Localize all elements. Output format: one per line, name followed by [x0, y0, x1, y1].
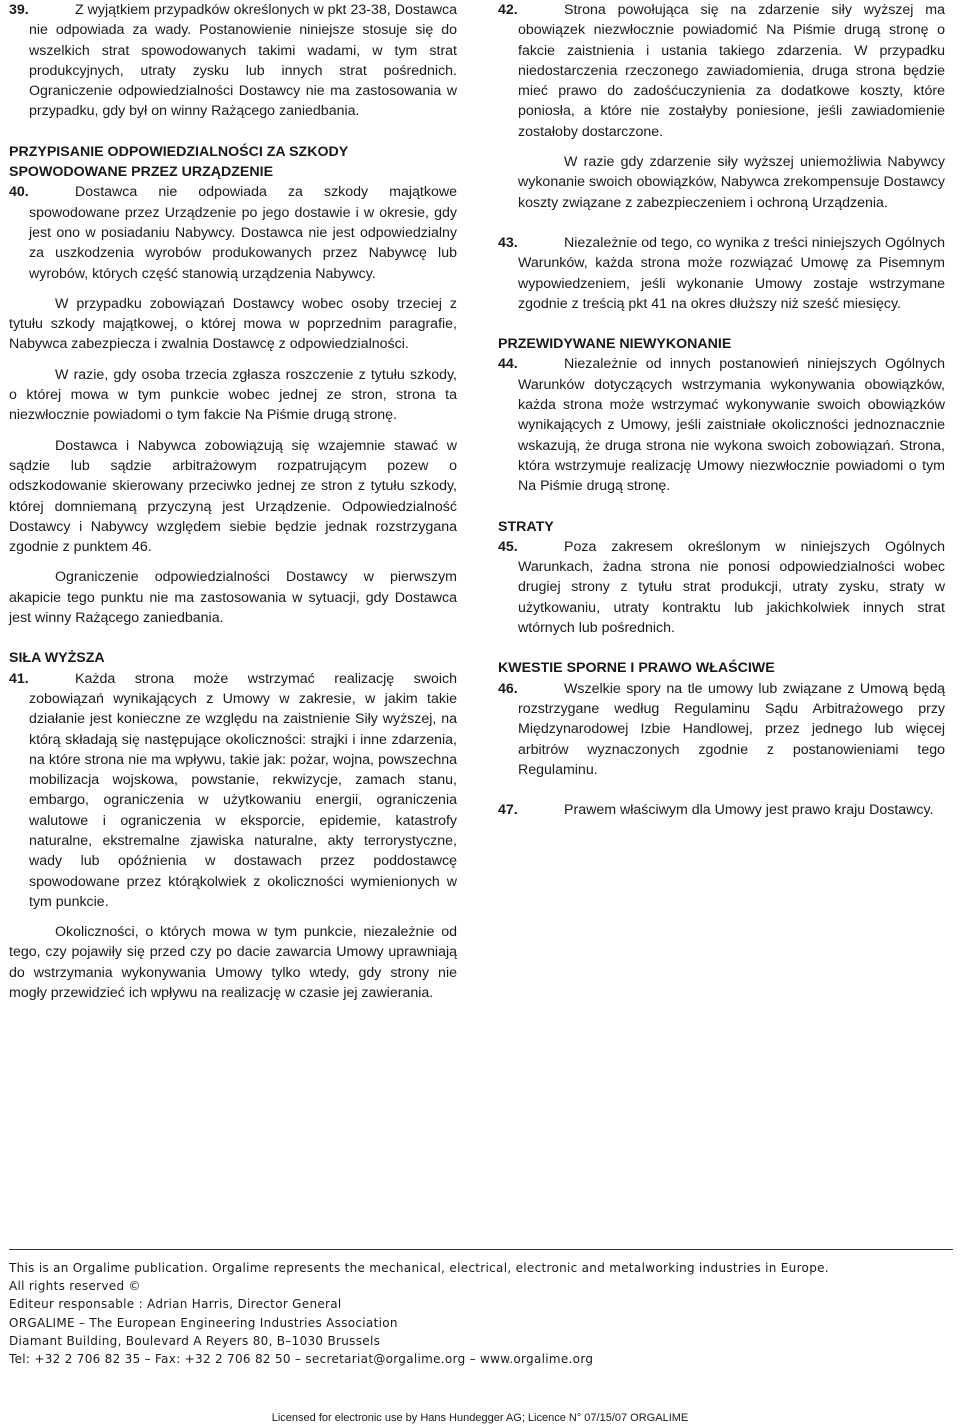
left-column — [9, 0, 457, 1003]
right-column — [498, 0, 945, 820]
clause-text: Dostawca nie odpowiada za szkody majątkowe spowodowane przez Urządzenie po jego dostawie i w okresie, gdy jest ono w posiadaniu Nabywcy. Dostawca nie jest odpowiedzialny za uszkodzenia wyrobów produkowanych przez Nabywcę lub wyrobów, których część stanowią urządzenia Nabywcy. — [29, 184, 457, 282]
section-heading-anticipated-non-performance: PRZEWIDYWANE NIEWYKONANIE — [498, 336, 732, 353]
footer-address-line: Diamant Building, Boulevard A Reyers 80, B–1030 Brussels — [9, 1333, 381, 1348]
clause-41 — [9, 669, 457, 913]
footer-contact-line: Tel: +32 2 706 82 35 – Fax: +32 2 706 82 50 – secretariat@orgalime.org – www.orgalime.org — [9, 1352, 594, 1367]
clause-number: 39. — [9, 2, 29, 18]
section-heading-disputes: KWESTIE SPORNE I PRAWO WŁAŚCIWE — [498, 660, 775, 677]
clause-text: Każda strona może wstrzymać realizację swoich zobowiązań wynikających z Umowy w zakresie, w jakim takie działanie jest konieczne ze względu na zaistnienie Siły wyższej, na którą składają się następujące okoliczności: strajki i inne zdarzenia, na które strona nie ma wpływu, takie jak: pożar, wojna, powszechna mobilizacja wojskowa, powstanie, rekwizycje, zamach stanu, embargo, ograniczenia w użytkowaniu energii, ograniczenia walutowe i ograniczenia w eksporcie, epidemie, katastrofy naturalne, ekstremalne zjawiska naturalne, akty terrorystyczne, wady lub opóźnienia w dostawach przez poddostawcę spowodowane przez którąkolwiek z okoliczności wymienionych w tym punkcie. — [29, 670, 457, 910]
paragraph: Ograniczenie odpowiedzialności Dostawcy w pierwszym akapicie tego punktu nie ma zastosowania w sytuacji, gdy Dostawca jest winny Rażącego zaniedbania. — [9, 569, 457, 627]
clause-42 — [498, 0, 945, 142]
section-heading-force-majeure: SIŁA WYŻSZA — [9, 650, 105, 667]
clause-39 — [9, 0, 457, 122]
footer-organisation-line: ORGALIME – The European Engineering Industries Association — [9, 1315, 398, 1330]
clause-44 — [498, 354, 945, 496]
clause-45 — [498, 537, 945, 638]
clause-number: 42. — [498, 2, 518, 18]
footer-rights-line: All rights reserved © — [9, 1279, 141, 1294]
clause-text: Wszelkie spory na tle umowy lub związane z Umową będą rozstrzygane według Regulaminu Sądu Arbitrażowego przy Międzynarodowej Izbie Handlowej, przez jednego lub więcej arbitrów wyznaczonych zgodnie z postanowieniami tego Regulaminu. — [518, 680, 945, 778]
clause-40 — [9, 182, 457, 283]
footer-editor-line: Editeur responsable : Adrian Harris, Director General — [9, 1297, 342, 1312]
clause-number: 47. — [498, 802, 518, 819]
clause-46 — [498, 679, 945, 780]
section-heading-property-damage: PRZYPISANIE ODPOWIEDZIALNOŚCI ZA SZKODY SPOWODOWANE PRZEZ URZĄDZENIE — [9, 143, 348, 181]
paragraph: W razie, gdy osoba trzecia zgłasza roszczenie z tytułu szkody, o której mowa w tym punkcie wobec jednej ze stron, strona ta niezwłocznie powiadomi o tym fakcie Na Piśmie drugą stronę. — [9, 366, 457, 424]
clause-number: 46. — [498, 680, 518, 697]
clause-number: 43. — [498, 234, 518, 251]
clause-number: 41. — [9, 670, 29, 687]
clause-number: 44. — [498, 356, 518, 373]
paragraph: Dostawca i Nabywca zobowiązują się wzajemnie stawać w sądzie lub sądzie arbitrażowym rozpatrującym pozew o odszkodowanie skierowany przeciwko jednej ze stron z tytułu szkody, której domniemaną przyczyną jest Urządzenie. Odpowiedzialność Dostawcy i Nabywcy względem siebie będzie jednak rozstrzygana zgodnie z punktem 46. — [9, 437, 457, 556]
clause-number: 40. — [9, 184, 29, 201]
section-heading-loss: STRATY — [498, 518, 554, 535]
paragraph: Okoliczności, o których mowa w tym punkcie, niezależnie od tego, czy pojawiły się przed czy po dacie zawarcia Umowy uprawniają do wstrzymania wykonywania Umowy tylko wtedy, gdy strony nie mogły przewidzieć ich wpływu na realizację w czasie jej zawierania. — [9, 924, 457, 1002]
footer — [9, 1259, 953, 1368]
clause-47 — [498, 800, 945, 820]
clause-text: Niezależnie od tego, co wynika z treści niniejszych Ogólnych Warunków, każda strona może rozwiązać Umowę za Pisemnym wypowiedzeniem, jeśli wykonanie Umowy zostaje wstrzymane zgodnie z treścią pkt 41 na okres dłuższy niż sześć miesięcy. — [518, 234, 945, 312]
paragraph: W przypadku zobowiązań Dostawcy wobec osoby trzeciej z tytułu szkody majątkowej, o której mowa w poprzednim paragrafie, Nabywca zabezpiecza i zwalnia Dostawcę z odpowiedzialności. — [9, 295, 457, 353]
clause-43 — [498, 233, 945, 314]
clause-text: Strona powołująca się na zdarzenie siły wyższej ma obowiązek niezwłocznie powiadomić Na Piśmie drugą stronę o fakcie zaistnienia i ustania takiego zdarzenia. W przypadku niedostarczenia rzeczonego zawiadomienia, druga strona będzie mieć prawo do zadośćuczynienia za dodatkowe koszty, które poniosła, a które nie zostałyby poniesione, jeśli zawiadomienie zostałoby dostarczone. — [518, 2, 945, 140]
clause-text: Niezależnie od innych postanowień niniejszych Ogólnych Warunków dotyczących wstrzymania wykonywania obowiązków, każda strona może wstrzymać wykonywanie swoich obowiązków wynikających z Umowy, jeśli zaistniałe okoliczności jednoznacznie wskazują, że druga strona nie wykona swoich zobowiązań. Strona, która wstrzymuje realizację Umowy niezwłocznie powiadomi o tym Na Piśmie drugą stronę. — [518, 356, 945, 495]
footer-publication-line: This is an Orgalime publication. Orgalime represents the mechanical, electrical, electronic and metalworking industries in Europe. — [9, 1261, 829, 1275]
clause-number: 45. — [498, 538, 518, 555]
clause-text: Prawem właściwym dla Umowy jest prawo kraju Dostawcy. — [564, 802, 934, 819]
paragraph: W razie gdy zdarzenie siły wyższej uniemożliwia Nabywcy wykonanie swoich obowiązków, Nabywca zrekompensuje Dostawcy koszty związane z zabezpieczeniem i ochroną Urządzenia. — [518, 154, 945, 211]
clause-text: Z wyjątkiem przypadków określonych w pkt 23-38, Dostawca nie odpowiada za wady. Postanowienie niniejsze stosuje się do wszelkich strat spowodowanych takimi wadami, w tym strat produkcyjnych, utraty zysku lub innych strat pośrednich. Ograniczenie odpowiedzialności Dostawcy nie ma zastosowania w przypadku, gdy był on winny Rażącego zaniedbania. — [29, 2, 457, 120]
license-notice: Licensed for electronic use by Hans Hundegger AG; Licence N° 07/15/07 ORGALIME — [271, 1412, 689, 1424]
clause-text: Poza zakresem określonym w niniejszych Ogólnych Warunkach, żadna strona nie ponosi odpowiedzialności wobec drugiej strony z tytułu strat produkcji, utraty zysku, straty w użytkowaniu, utraty kontraktu lub jakichkolwiek innych strat wtórnych lub pośrednich. — [518, 538, 945, 637]
footer-divider — [9, 1249, 953, 1250]
